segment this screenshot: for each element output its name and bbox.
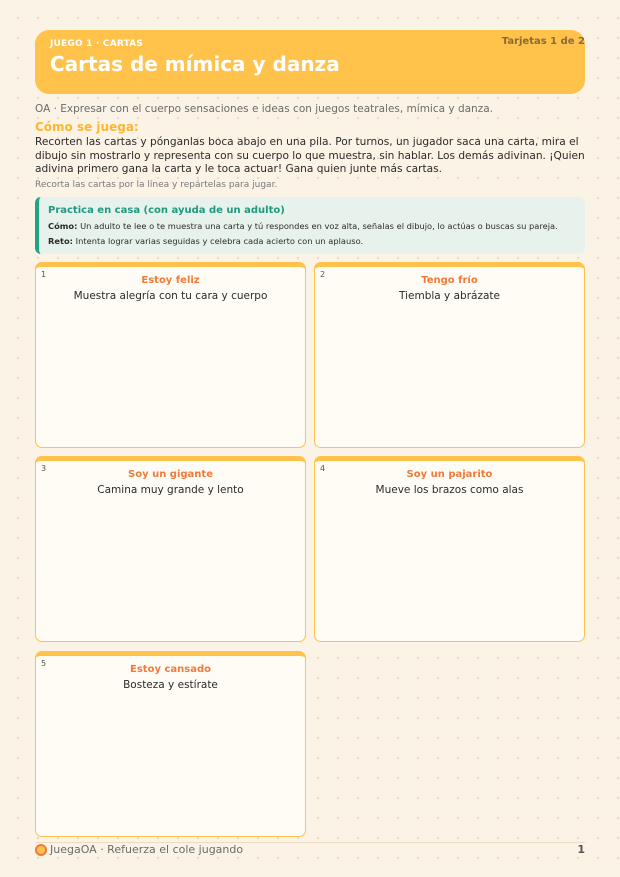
card-text: Camina muy grande y lento	[97, 484, 244, 496]
page-title: Cartas de mímica y danza	[50, 52, 340, 76]
cut-note: Recorta las cartas por la línea y repártelas para jugar.	[35, 180, 278, 190]
game-label: JUEGO 1 · CARTAS	[50, 39, 144, 49]
card-number: 1	[41, 270, 47, 279]
card-3	[35, 456, 306, 642]
practice-reto-label: Reto:	[48, 236, 74, 246]
card-text: Tiembla y abrázate	[399, 290, 500, 302]
card-title: Soy un pajarito	[406, 469, 493, 480]
howto-instructions: Recorten las cartas y pónganlas boca abajo en una pila. Por turnos, un jugador saca una carta, mira el dibujo sin mostrarlo y representa con su cuerpo lo que muestra, sin hablar. Los demás adivinan. ¡Quien adivina primero gana la carta y le toca actuar! Gana quien junte más cartas.	[35, 136, 585, 175]
practice-como	[48, 221, 558, 231]
card-1	[35, 262, 306, 448]
card-title: Estoy feliz	[141, 275, 200, 286]
card-title: Estoy cansado	[130, 664, 211, 675]
juegaoa-logo-icon	[35, 844, 47, 856]
card-4	[314, 456, 585, 642]
card-title: Tengo frío	[421, 275, 478, 286]
practice-reto	[48, 236, 363, 246]
card-number: 2	[320, 270, 326, 279]
practice-title: Practica en casa (con ayuda de un adulto)	[48, 205, 285, 216]
card-number: 5	[41, 659, 47, 668]
practice-box	[35, 197, 585, 254]
card-number: 4	[320, 464, 326, 473]
card-text: Mueve los brazos como alas	[375, 484, 524, 496]
page-number: 1	[577, 843, 585, 856]
practice-como-label: Cómo:	[48, 221, 78, 231]
card-text: Muestra alegría con tu cara y cuerpo	[73, 290, 268, 302]
practice-reto-text: Intenta lograr varias seguidas y celebra cada acierto con un aplauso.	[75, 236, 364, 246]
card-pager: Tarjetas 1 de 2	[501, 36, 585, 47]
card-number: 3	[41, 464, 47, 473]
card-text: Bosteza y estírate	[123, 679, 218, 691]
practice-como-text: Un adulto te lee o te muestra una carta y tú respondes en voz alta, señalas el dibujo, lo actúas o buscas su pareja.	[80, 221, 558, 231]
page-header	[35, 30, 585, 94]
learning-objective: OA · Expresar con el cuerpo sensaciones e ideas con juegos teatrales, mímica y danza.	[35, 103, 493, 115]
howto-heading: Cómo se juega:	[35, 120, 139, 134]
card-5	[35, 651, 306, 837]
card-2	[314, 262, 585, 448]
footer-brand: JuegaOA · Refuerza el cole jugando	[50, 843, 244, 856]
card-title: Soy un gigante	[128, 469, 213, 480]
